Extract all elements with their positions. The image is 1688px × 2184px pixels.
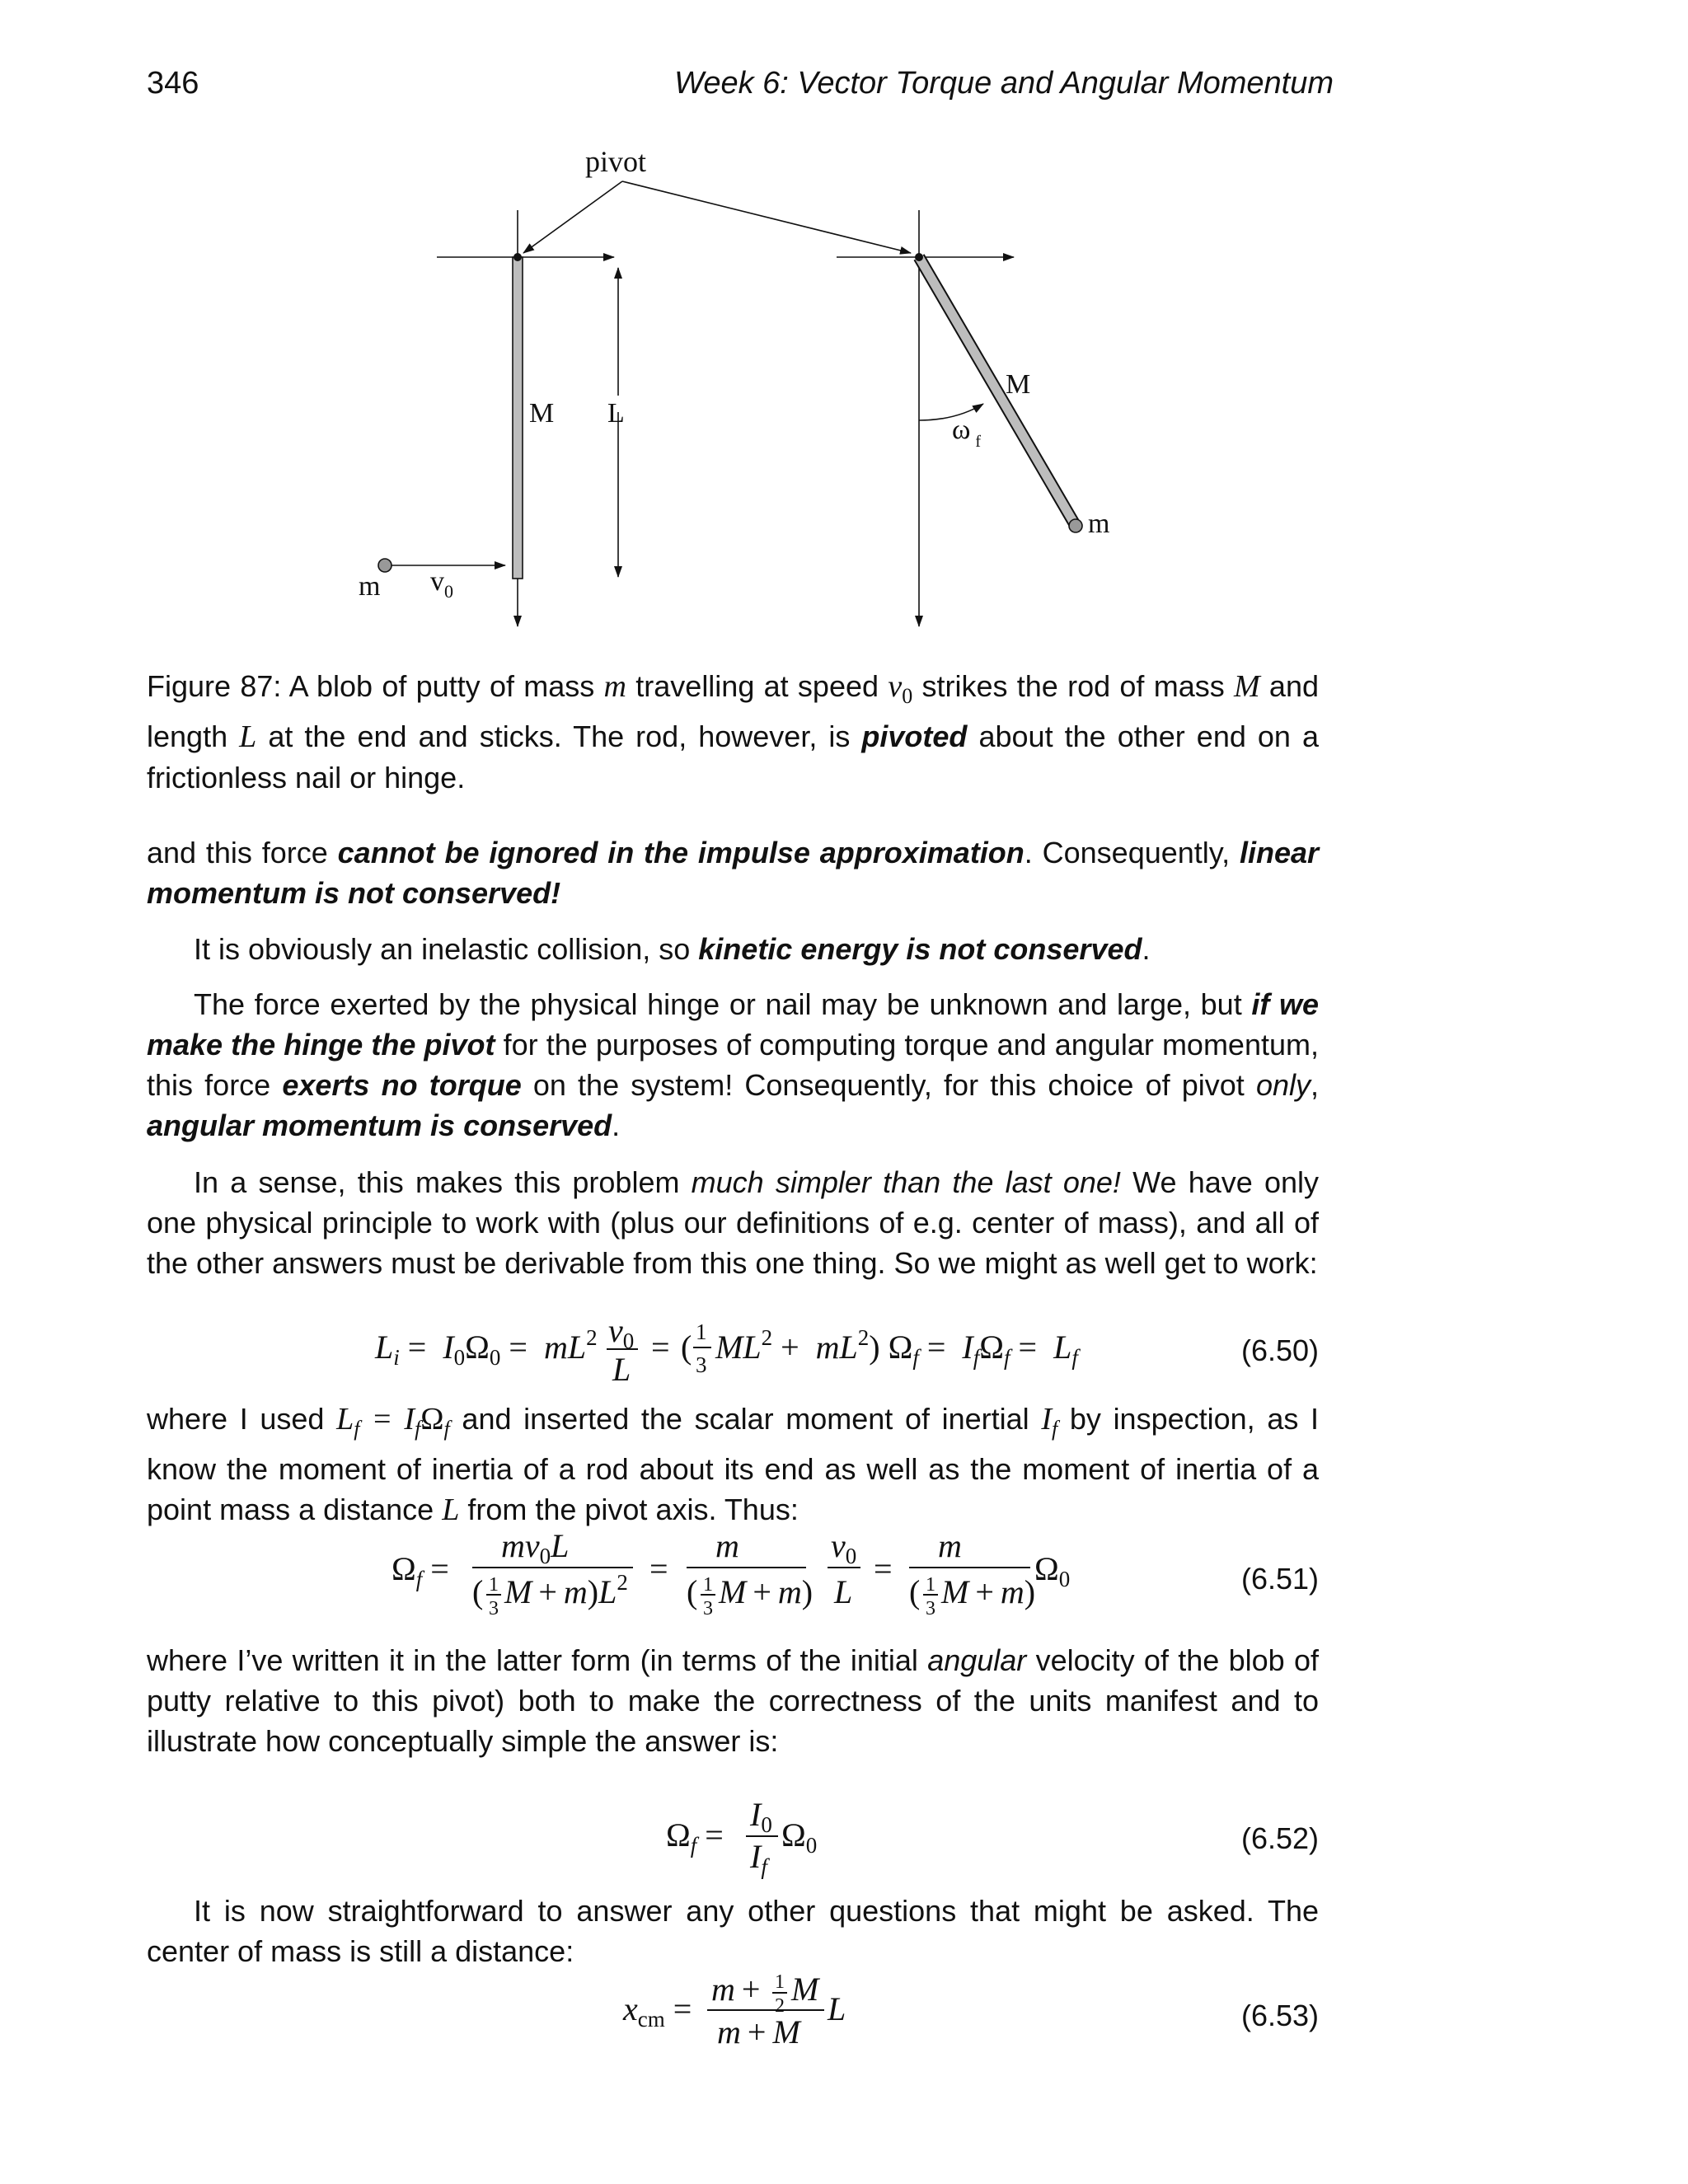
svg-text:M+m): M + m)	[719, 1573, 814, 1610]
svg-text:M+m): M + m)	[941, 1573, 1036, 1610]
left-rod-mass-label: M	[529, 398, 555, 429]
left-blob-mass-label: m	[359, 571, 381, 602]
right-blob	[1069, 519, 1082, 532]
svg-text:1: 1	[775, 1971, 785, 1993]
equation-number: (6.50)	[1240, 1333, 1319, 1367]
svg-text:3: 3	[696, 1352, 707, 1377]
svg-text:1: 1	[696, 1319, 707, 1344]
left-rod	[513, 257, 523, 579]
svg-text:I0: $I_0$	[750, 1796, 772, 1837]
figure-87	[330, 132, 1154, 659]
svg-text:3: 3	[703, 1598, 713, 1619]
svg-text:1: 1	[489, 1574, 499, 1596]
paragraph-4: In a sense, this makes this problem much simpler than the last one! We have only one physical principle to work with (plus our definitions of e.g. center of mass), and all of the other answers must be derivable from this one thing. So we might as well get to work:	[147, 1165, 1319, 1280]
svg-text:1: 1	[703, 1574, 713, 1596]
svg-text:xcm=: $x_{cm}$ =	[623, 1990, 692, 2032]
right-rod	[919, 257, 1076, 526]
paragraph-6: where I’ve written it in the latter form (in terms of the initial angular velocity of the blob of putty relative to this pivot) both to make the correctness of the units manifest and to illustrate how conceptually simple the answer is:	[147, 1643, 1319, 1758]
svg-text:L: L	[834, 1573, 853, 1610]
svg-text:(: (	[681, 1329, 692, 1366]
svg-text:Ωf=: $\Omega_f$ =	[666, 1816, 724, 1858]
caption-label: Figure 87:	[147, 669, 282, 703]
svg-text:L: L	[612, 1351, 631, 1388]
paragraph-2: It is obviously an inelastic collision, so kinetic energy is not conserved.	[194, 932, 1151, 966]
equation-number: (6.52)	[1240, 1821, 1319, 1855]
svg-text:M+m)L2: $M + m)L^2$	[504, 1570, 628, 1610]
equation-number: (6.53)	[1240, 1999, 1319, 2032]
right-blob-mass-label: m	[1088, 509, 1110, 539]
svg-text:=: =	[649, 1550, 668, 1587]
svg-text:m: m	[715, 1527, 739, 1564]
svg-text:1: 1	[926, 1574, 935, 1596]
pendulum-diagram	[330, 132, 1154, 659]
svg-text:Ω0: $\Omega_0$	[1034, 1550, 1071, 1591]
paragraph-7: It is now straightforward to answer any other questions that might be asked. The center of mass is still a distance:	[147, 1894, 1319, 1968]
svg-text:3: 3	[926, 1598, 935, 1619]
omega-arc-arrow	[919, 404, 983, 420]
pivot-leader-right	[622, 181, 911, 253]
svg-text:3: 3	[489, 1598, 499, 1619]
running-title: Week 6: Vector Torque and Angular Momentum	[674, 66, 1334, 101]
page-number: 346	[147, 66, 199, 101]
svg-text:Ωf=: $\Omega_f$ =	[392, 1550, 449, 1591]
svg-text:(: (	[472, 1573, 484, 1610]
length-label: L	[607, 398, 625, 429]
svg-text:M: M	[791, 1971, 819, 2008]
equation-6-53	[147, 1957, 1319, 2056]
svg-text:Ω0: $\Omega_0$	[781, 1816, 818, 1858]
svg-text:m+: m +	[711, 1971, 761, 2008]
svg-text:(: (	[687, 1573, 698, 1610]
equation-6-52	[147, 1780, 1319, 1879]
eq-6-50-expression: $L_i$ = $I_0\Omega_0$ = $mL^2$	[375, 1325, 598, 1370]
right-rod-mass-label: M	[1006, 369, 1031, 400]
paragraph-3: The force exerted by the physical hinge or nail may be unknown and large, but if we make the hinge the pivot for the purposes of computing torque and angular momentum, this force exerts no torque on the system! Consequently, for this choice of pivot only, angular momentum is conserved.	[147, 987, 1320, 1142]
svg-text:2: 2	[775, 1995, 785, 2017]
figure-caption: Figure 87: A blob of putty of mass m travelling at speed $v_0$ strikes the rod of mass M and length L at the end and sticks. The rod, however, is pivoted about the other end on a frictionless nail or hinge.	[147, 669, 1320, 795]
pivot-label: pivot	[585, 145, 647, 178]
svg-text:v0: $v_0$	[831, 1527, 857, 1568]
velocity-label: $v_0$	[430, 566, 453, 602]
equation-6-50	[147, 1294, 1319, 1393]
svg-text:L: L	[828, 1990, 846, 2027]
equation-6-51	[147, 1521, 1319, 1619]
left-pivot-point	[513, 253, 522, 261]
equation-number: (6.51)	[1240, 1562, 1319, 1596]
svg-text:=: =	[651, 1329, 670, 1366]
svg-text:m: m	[938, 1527, 962, 1564]
svg-text:m+M: m + M	[717, 2013, 800, 2050]
svg-text:v0: $v_0$	[608, 1312, 635, 1353]
svg-text:mv0L: $mv_0L$	[501, 1527, 570, 1568]
right-pivot-point	[915, 253, 923, 261]
svg-text:If: $I_f$	[750, 1838, 767, 1879]
svg-text:ML2+ mL2) Ωf=: $ML^2$ + $mL^2$) $\Omega_f$ = $I_f\Omega_f$ = $L_f$	[715, 1325, 1078, 1370]
pivot-leader-left	[523, 181, 622, 253]
paragraph-1: and this force cannot be ignored in the impulse approximation. Consequently, linear momentum is not conserved!	[147, 836, 1320, 910]
omega-label: ω $_f$	[952, 415, 982, 451]
svg-text:=: =	[874, 1550, 893, 1587]
paragraph-5: where I used $L_f = I_f\Omega_f$ and inserted the scalar moment of inertial $I_f$ by inspection, as I know the moment of inertia of a rod about its end as well as the moment of inertia of a point mass a distance L from the pivot axis. Thus:	[147, 1402, 1320, 1528]
left-blob	[378, 559, 392, 572]
svg-text:(: (	[909, 1573, 921, 1610]
